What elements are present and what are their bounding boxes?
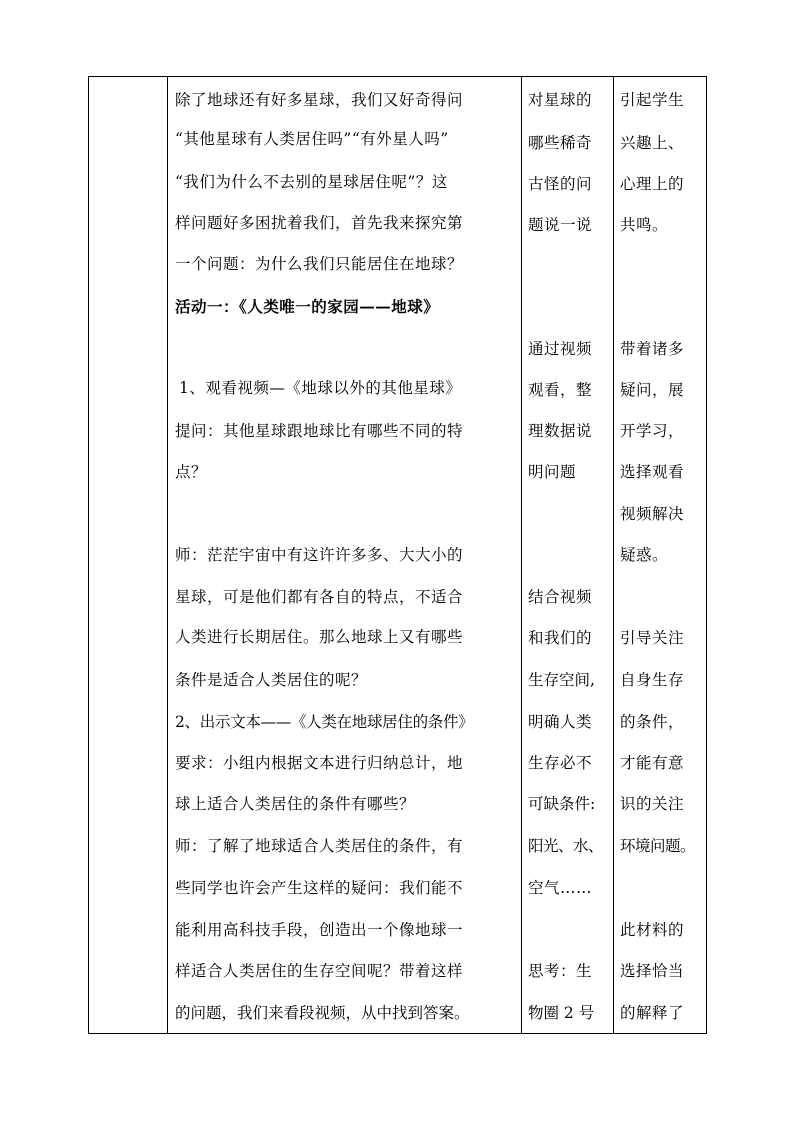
text-line: 引起学生 xyxy=(620,91,685,109)
text-line: 样问题好多困扰着我们，首先我来探究第 xyxy=(175,214,464,232)
text-line: “我们为什么不去别的星球居住呢”？这 xyxy=(175,173,448,191)
lesson-plan-table xyxy=(88,76,707,1034)
text-line: 通过视频 xyxy=(528,340,593,358)
text-line: 可缺条件: xyxy=(528,795,596,813)
text-line: 思考：生 xyxy=(528,962,593,980)
text-line: 疑问，展 xyxy=(620,381,685,399)
text-line: 的问题，我们来看段视频，从中找到答案。 xyxy=(175,1004,470,1022)
text-line: 古怪的问 xyxy=(528,175,593,193)
text-line: 引导关注 xyxy=(620,629,685,647)
text-line: 明确人类 xyxy=(528,713,593,731)
text-line: 生存必不 xyxy=(528,754,593,772)
text-line: 样适合人类居住的生存空间呢？带着这样 xyxy=(175,962,464,980)
text-line: 师：了解了地球适合人类居住的条件，有 xyxy=(175,837,464,855)
column-divider-2 xyxy=(521,77,522,1033)
text-line: 人类进行长期居住。那么地球上又有哪些 xyxy=(175,628,464,646)
text-line: 空气…… xyxy=(528,879,593,897)
text-line: 1、观看视频—《地球以外的其他星球》 xyxy=(179,379,462,397)
text-line: 些同学也许会产生这样的疑问：我们能不 xyxy=(175,879,464,897)
text-line: 识的关注 xyxy=(620,795,685,813)
text-line: 一个问题：为什么我们只能居住在地球？ xyxy=(175,255,464,273)
text-line: 条件是适合人类居住的呢？ xyxy=(175,671,368,689)
text-line: 对星球的 xyxy=(528,91,593,109)
text-line: 点？ xyxy=(175,463,208,481)
text-line: 球上适合人类居住的条件有哪些？ xyxy=(175,795,416,813)
text-line: 带着诸多 xyxy=(620,340,685,358)
text-line: 阳光、水、 xyxy=(528,837,604,855)
text-line: 才能有意 xyxy=(620,754,685,772)
text-line: 心理上的 xyxy=(620,175,685,193)
text-line: 的解释了 xyxy=(620,1004,685,1022)
text-line: 环境问题。 xyxy=(620,837,696,855)
text-line: 理数据说 xyxy=(528,422,593,440)
text-line: 结合视频 xyxy=(528,588,593,606)
text-line: 师：茫茫宇宙中有这许许多多、大大小的 xyxy=(175,546,464,564)
text-line: 兴趣上、 xyxy=(620,134,685,152)
text-line: “其他星球有人类居住吗”“有外星人吗” xyxy=(175,130,449,148)
text-line: 开学习， xyxy=(620,422,685,440)
activity-heading: 活动一：《人类唯一的家园——地球》 xyxy=(175,297,440,316)
text-line: 除了地球还有好多星球，我们又好奇得问 xyxy=(175,91,464,109)
text-line: 星球，可是他们都有各自的特点，不适合 xyxy=(175,588,464,606)
text-line: 自身生存 xyxy=(620,671,685,689)
text-line: 疑惑。 xyxy=(620,546,669,564)
text-line: 生存空间, xyxy=(528,671,595,689)
column-divider-1 xyxy=(167,77,168,1033)
text-line: 视频解决 xyxy=(620,505,685,523)
text-line: 哪些稀奇 xyxy=(528,134,593,152)
text-line: 的条件， xyxy=(620,713,685,731)
text-line: 此材料的 xyxy=(620,921,685,939)
text-line: 和我们的 xyxy=(528,629,593,647)
text-line: 能利用高科技手段，创造出一个像地球一 xyxy=(175,921,464,939)
text-line: 观看，整 xyxy=(528,381,593,399)
text-line: 要求：小组内根据文本进行归纳总计，地 xyxy=(175,754,464,772)
text-line: 共鸣。 xyxy=(620,216,669,234)
text-line: 选择观看 xyxy=(620,463,685,481)
column-divider-3 xyxy=(613,77,614,1033)
text-line: 题说一说 xyxy=(528,216,593,234)
text-line: 2、出示文本——《人类在地球居住的条件》 xyxy=(175,713,474,731)
text-line: 明问题 xyxy=(528,463,577,481)
text-line: 选择恰当 xyxy=(620,962,685,980)
text-line: 物圈 2 号 xyxy=(528,1004,595,1022)
text-line: 提问：其他星球跟地球比有哪些不同的特 xyxy=(175,422,464,440)
